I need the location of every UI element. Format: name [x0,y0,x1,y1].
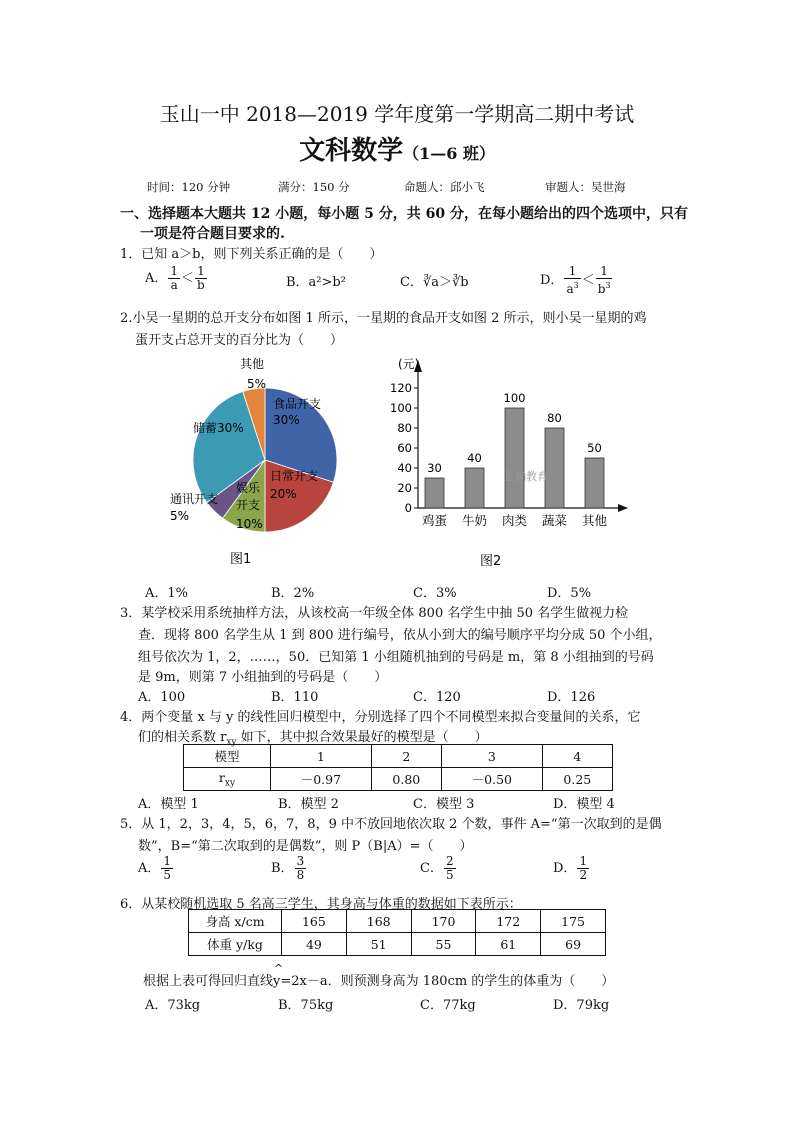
q4-line1: 4．两个变量 x 与 y 的线性回归模型中，分别选择了四个不同模型来拟合变量间的关系，它 [120,710,641,725]
pie-label-food-pct: 30% [273,413,300,427]
q1-option-c [400,271,469,290]
bar-chart [388,352,638,572]
q1-option-b: B．a²>b² [286,275,346,290]
exam-author: 命题人：邱小飞 [404,180,485,194]
q6-table-cell: 55 [411,933,476,956]
q5-option-d [553,855,590,882]
bar-y-unit: (元) [398,357,420,371]
q6-line2-post: =2x－a．则预测身高为 180cm 的学生的体重为（ ） [280,974,615,989]
pie-label-savings: 储蓄30% [193,421,244,435]
exam-time: 时间：120 分钟 [147,180,231,194]
q6-table [188,909,606,956]
q4-table-cell: 4 [542,745,612,768]
q1-a-label: A． [145,271,168,286]
q2-line2: 蛋开支占总开支的百分比为（ ） [135,333,344,348]
q4-table [183,744,613,791]
q6-table-cell: 172 [476,910,541,933]
section-heading-line2: 一项是符合题目要求的. [140,226,285,242]
q5-option-a [138,855,174,882]
fig2-caption: 图2 [480,554,502,569]
q6-option-b: B．75kg [278,998,334,1013]
q5-b-label: B． [271,861,294,876]
q6-table-cell: 51 [346,933,411,956]
bar-y-ticks [390,381,418,515]
q5-d-frac: $\frac{1}{2}$ [579,854,588,882]
q4-table-row [184,768,613,791]
q6-option-c: C．77kg [420,998,476,1013]
q4-option-a: A．模型 1 [138,797,199,812]
q6-line1: 6．从某校随机选取 5 名高三学生，其身高与体重的数据如下表所示： [120,897,522,912]
q5-c-frac: $\frac{2}{5}$ [445,854,454,882]
q4-table-cell: －0.97 [271,768,372,791]
q3-line3: 组号依次为 1，2，……，50．已知第 1 小组随机抽到的号码是 m，第 8 小组抽到的号码 [138,650,654,665]
q6-line2-pre: 根据上表可得回归直线 [143,974,274,989]
bar-y-tick-label: 40 [397,461,412,475]
q4-table-cell: 1 [271,745,372,768]
q4-option-b: B．模型 2 [278,797,339,812]
bar-category-label: 鸡蛋 [421,513,448,528]
bar-category-label: 肉类 [501,513,528,528]
q1-c-label: C． [400,275,423,290]
pie-chart [160,350,370,570]
q4-option-d: D．模型 4 [553,797,615,812]
q3-option-a: A．100 [138,690,186,705]
pie-label-comm-pct: 5% [170,509,190,523]
exam-score: 满分：150 分 [278,180,350,194]
q6-table-cell: 175 [541,910,606,933]
q6-table-cell: 体重 y/kg [189,933,282,956]
q6-yhat [273,962,284,989]
q5-c-label: C． [420,861,443,876]
pie-label-ent1: 娱乐 [236,481,261,495]
q1-a-frac1: $\frac{1}{a}$ [170,264,179,292]
q3-line2: 查．现将 800 名学生从 1 到 800 进行编号，依从小到大的编号顺序平均分成 50 个小组， [138,628,662,643]
q6-table-cell: 69 [541,933,606,956]
q6-table-cell: 168 [346,910,411,933]
q5-line2: 数”，B=“第二次取到的是偶数”，则 P（B|A）=（ ） [138,839,473,854]
q4-table-header-row [184,745,613,768]
bar-3 [545,428,564,508]
pie-label-other: 其他 [240,357,265,371]
q6-yhat-letter: y [273,974,281,989]
q1-option-a: A． $\frac{1}{a}$ ＜ $\frac{1}{b}$ [145,264,205,292]
bar-category-label: 蔬菜 [541,513,568,528]
q1-d-label: D． [540,273,564,288]
q1-option-d: D． $\frac{1}{a^3}$ ＜ $\frac{1}{b^3}$ [540,264,611,296]
bar-y-tick-label: 80 [397,421,412,435]
bar-4 [585,458,604,508]
q6-table-cell: 61 [476,933,541,956]
q1-d-frac1: $\frac{1}{a^3}$ [566,264,579,296]
pie-label-food: 食品开支 [273,397,322,411]
hat-symbol: ^ [274,962,284,975]
q1-a-frac2: $\frac{1}{b}$ [197,264,205,292]
q4-line2: 们的相关系数 $r_{xy}$ 如下，其中拟合效果最好的模型是（ ） [138,730,488,748]
q5-a-frac: $\frac{1}{5}$ [163,854,172,882]
class-range: （1—6 班） [403,144,495,163]
q3-option-b: B．110 [271,690,319,705]
q6-table-row-height [189,910,606,933]
q4-option-c: C．模型 3 [413,797,475,812]
q2-option-d: D．5% [547,586,592,601]
pie-label-ent2: 开支 [236,498,261,512]
bar-value-label: 40 [467,451,482,465]
pie-label-comm: 通讯开支 [170,492,219,506]
q2-option-b: B．2% [271,586,315,601]
q3-option-d: D．126 [547,690,596,705]
q5-line1: 5．从 1，2，3，4，5，6，7，8，9 中不放回地依次取 2 个数，事件 A=“第一次取到的是偶 [120,817,662,832]
q2-line1: 2.小吴一星期的总开支分布如图 1 所示，一星期的食品开支如图 2 所示，则小吴一星期的鸡 [120,311,647,326]
pie-label-daily-pct: 20% [270,487,297,501]
bar-y-tick-label: 0 [404,501,412,515]
q4-table-cell: 3 [441,745,542,768]
q1-c-expr: ∛a＞∛b [422,275,469,290]
bar-category-label: 其他 [581,513,608,528]
q6-option-d: D．79kg [553,998,610,1013]
pie-label-daily: 日常开支 [270,469,319,483]
q6-table-cell: 49 [282,933,347,956]
exam-reviewer: 审题人：吴世海 [545,180,626,194]
q5-option-b [271,855,307,882]
q2-option-a: A．1% [145,586,189,601]
bar-y-tick-label: 100 [390,401,412,415]
bar-y-tick-label: 20 [397,481,412,495]
q3-line4: 是 9m，则第 7 小组抽到的号码是（ ） [138,670,388,685]
q3-option-c: C．120 [413,690,461,705]
subject-name: 文科数学 [299,136,404,166]
bar-category-label: 牛奶 [461,513,488,528]
bar-y-tick-label: 120 [390,381,412,395]
bar-value-label: 30 [427,461,442,475]
q6-option-a: A．73kg [145,998,201,1013]
bar-2 [505,408,524,508]
q5-a-label: A． [138,861,161,876]
section-heading-line1: 一、选择题本大题共 12 小题，每小题 5 分，共 60 分，在每小题给出的四个选项中，只有 [120,206,688,222]
q6-table-cell: 身高 x/cm [189,910,282,933]
q3-line1: 3．某学校采用系统抽样方法，从该校高一年级全体 800 名学生中抽 50 名学生做视力检 [120,606,629,621]
q6-table-cell: 165 [282,910,347,933]
bar-value-label: 80 [547,411,562,425]
q4-table-cell: 0.80 [371,768,441,791]
q5-b-frac: $\frac{3}{8}$ [296,854,305,882]
q1-stem: 1．已知 a＞b，则下列关系正确的是（ ） [120,247,383,262]
q6-table-cell: 170 [411,910,476,933]
pie-label-ent-pct: 10% [236,517,263,531]
bar-value-label: 100 [503,391,526,405]
q1-d-frac2: $\frac{1}{b^3}$ [597,264,611,296]
bar-y-tick-label: 60 [397,441,412,455]
exam-title: 玉山一中 2018—2019 学年度第一学期高二期中考试 [159,102,635,126]
q4-table-cell: $r_{xy}$ [184,768,271,791]
q6-line2 [143,962,615,989]
watermark: 正确教育 [504,470,548,483]
bar-1 [465,468,484,508]
bar-0 [425,478,444,508]
q6-table-row-weight [189,933,606,956]
q2-option-c: C．3% [413,586,457,601]
bar-value-label: 50 [587,441,602,455]
q4-table-cell: 0.25 [542,768,612,791]
pie-label-other-pct: 5% [247,377,267,391]
q4-table-cell: －0.50 [441,768,542,791]
q5-d-label: D． [553,861,577,876]
q5-option-c [420,855,457,882]
q4-table-cell: 2 [371,745,441,768]
exam-subject [0,130,794,167]
q4-table-cell: 模型 [184,745,271,768]
fig1-caption: 图1 [230,552,252,567]
